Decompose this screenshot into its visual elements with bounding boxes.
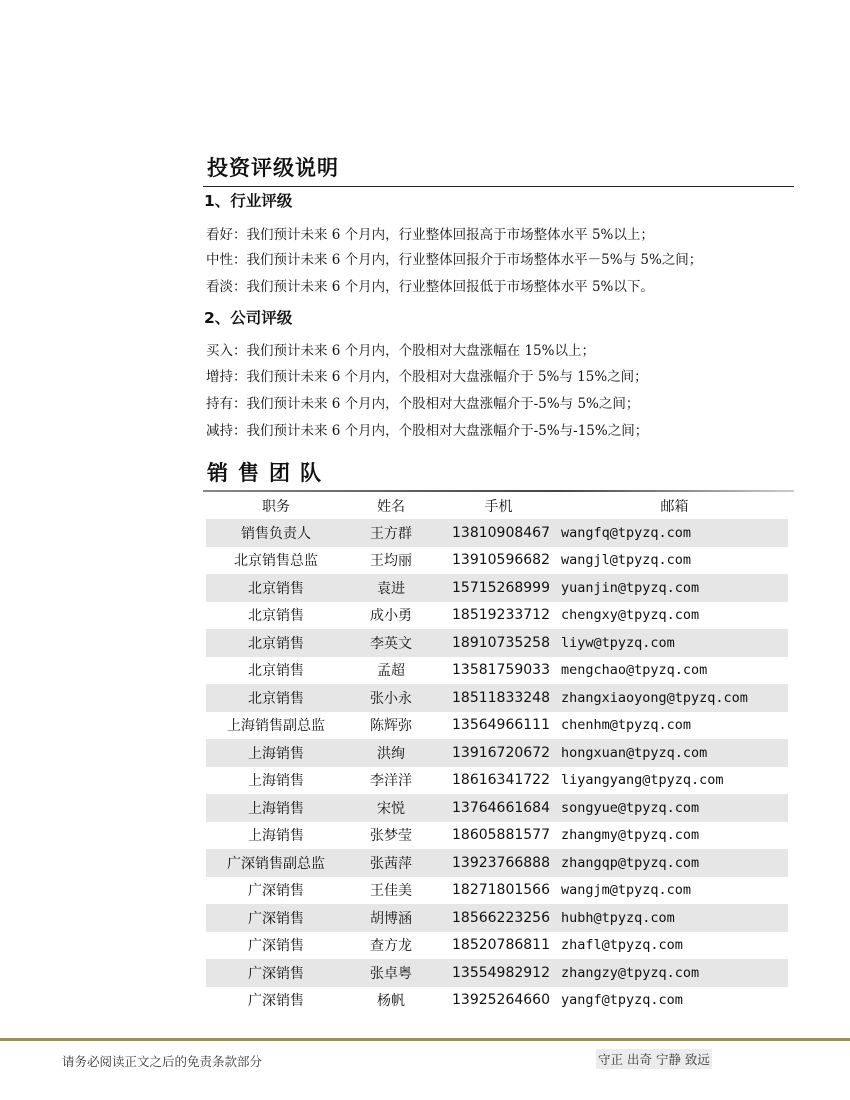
industry-rating-line: 看好：我们预计未来 6 个月内，行业整体回报高于市场整体水平 5%以上； [206,227,654,243]
name-cell: 张梦莹 [370,828,412,845]
phone-cell: 18566223256 [436,904,561,932]
job-title-cell: 广深销售 [206,959,346,987]
table-row [206,684,788,712]
name-cell: 张茜萍 [346,849,436,877]
table-row [206,932,788,960]
phone-cell: 13916720672 [436,739,561,767]
table-header-row [206,492,788,519]
job-title-cell: 北京销售 [206,684,346,712]
phone-cell: 18910735258 [436,629,561,657]
table-row [206,822,788,850]
company-rating-heading: 2、公司评级 [204,309,293,327]
phone-cell: 13764661684 [436,794,561,822]
email-cell: liyangyang@tpyzq.com [561,772,724,789]
table-row [206,849,788,877]
company-rating-line: 持有：我们预计未来 6 个月内，个股相对大盘涨幅介于-5%与 5%之间； [206,396,640,412]
job-title-cell: 广深销售 [248,883,304,900]
table-row [206,739,788,767]
job-title-cell: 广深销售副总监 [206,849,346,877]
email-cell: mengchao@tpyzq.com [561,662,708,679]
email-cell: songyue@tpyzq.com [561,794,788,822]
header-phone-col: 手机 [484,498,513,515]
name-cell: 张小永 [346,684,436,712]
job-title-cell: 北京销售 [206,629,346,657]
name-cell: 宋悦 [346,794,436,822]
table-row [206,547,788,575]
job-title-cell: 广深销售 [248,938,304,955]
header-email-col: 邮箱 [660,498,689,515]
job-title-cell: 上海销售 [248,828,304,845]
phone-cell: 18605881577 [452,827,550,844]
name-cell: 陈辉弥 [370,718,412,735]
table-row [206,794,788,822]
phone-cell: 18519233712 [452,607,550,624]
rating-title: 投资评级说明 [207,156,339,180]
job-title-cell: 上海销售 [206,794,346,822]
sales-team-table [206,492,788,1014]
table-row [206,657,788,685]
name-cell: 成小勇 [370,608,412,625]
email-cell: chenhm@tpyzq.com [561,717,692,734]
sales-team-title: 销售团队 [207,461,331,485]
job-title-cell: 北京销售 [206,574,346,602]
phone-cell: 13581759033 [452,662,550,679]
email-cell: hubh@tpyzq.com [561,904,788,932]
title-divider [203,186,794,187]
phone-cell: 15715268999 [436,574,561,602]
table-row [206,959,788,987]
email-cell: zhangmy@tpyzq.com [561,827,700,844]
job-title-cell: 上海销售 [206,739,346,767]
name-cell: 王佳美 [370,883,412,900]
phone-cell: 13925264660 [452,992,550,1009]
table-row [206,767,788,795]
phone-cell: 13554982912 [436,959,561,987]
email-cell: chengxy@tpyzq.com [561,607,700,624]
email-cell: wangjl@tpyzq.com [561,552,692,569]
industry-rating-heading: 1、行业评级 [204,192,293,210]
table-row [206,904,788,932]
company-rating-line: 增持：我们预计未来 6 个月内，个股相对大盘涨幅介于 5%与 15%之间； [206,369,648,385]
name-cell: 王均丽 [370,553,412,570]
phone-cell: 13923766888 [436,849,561,877]
email-cell: wangjm@tpyzq.com [561,882,692,899]
job-title-cell: 上海销售 [248,773,304,790]
email-cell: wangfq@tpyzq.com [561,519,788,547]
name-cell: 孟超 [377,663,405,680]
email-cell: zhangqp@tpyzq.com [561,849,788,877]
table-row [206,574,788,602]
name-cell: 杨帆 [377,993,405,1010]
phone-cell: 18520786811 [452,937,550,954]
phone-cell: 18511833248 [436,684,561,712]
name-cell: 李洋洋 [370,773,412,790]
name-cell: 袁进 [346,574,436,602]
table-row [206,629,788,657]
email-cell: hongxuan@tpyzq.com [561,739,788,767]
phone-cell: 13564966111 [452,717,550,734]
email-cell: yangf@tpyzq.com [561,992,683,1009]
phone-cell: 18616341722 [452,772,550,789]
phone-cell: 18271801566 [452,882,550,899]
name-cell: 王方群 [346,519,436,547]
footer-disclaimer: 请务必阅读正文之后的免责条款部分 [62,1054,263,1069]
job-title-cell: 上海销售副总监 [227,718,325,735]
company-rating-line: 买入：我们预计未来 6 个月内，个股相对大盘涨幅在 15%以上； [206,343,595,359]
footer-motto: 守正 出奇 宁静 致远 [596,1049,712,1069]
name-cell: 胡博涵 [346,904,436,932]
header-title-col: 职务 [262,498,290,515]
industry-rating-line: 看淡：我们预计未来 6 个月内，行业整体回报低于市场整体水平 5%以下。 [206,279,654,295]
table-row [206,519,788,547]
email-cell: liyw@tpyzq.com [561,629,788,657]
name-cell: 查方龙 [370,938,412,955]
footer-divider [0,1038,850,1041]
header-name-col: 姓名 [377,498,405,515]
job-title-cell: 北京销售 [248,608,304,625]
job-title-cell: 广深销售 [206,904,346,932]
email-cell: zhangzy@tpyzq.com [561,959,788,987]
email-cell: zhangxiaoyong@tpyzq.com [561,684,788,712]
job-title-cell: 北京销售 [248,663,304,680]
table-row [206,712,788,740]
email-cell: zhafl@tpyzq.com [561,937,683,954]
job-title-cell: 北京销售总监 [234,553,318,570]
job-title-cell: 销售负责人 [206,519,346,547]
table-row [206,877,788,905]
phone-cell: 13910596682 [452,552,550,569]
email-cell: yuanjin@tpyzq.com [561,574,788,602]
phone-cell: 13810908467 [436,519,561,547]
name-cell: 张卓粤 [346,959,436,987]
name-cell: 李英文 [346,629,436,657]
industry-rating-line: 中性：我们预计未来 6 个月内，行业整体回报介于市场整体水平－5%与 5%之间； [206,252,703,268]
table-row [206,602,788,630]
name-cell: 洪绚 [346,739,436,767]
job-title-cell: 广深销售 [248,993,304,1010]
table-row [206,987,788,1015]
company-rating-line: 减持：我们预计未来 6 个月内，个股相对大盘涨幅介于-5%与-15%之间； [206,423,649,439]
